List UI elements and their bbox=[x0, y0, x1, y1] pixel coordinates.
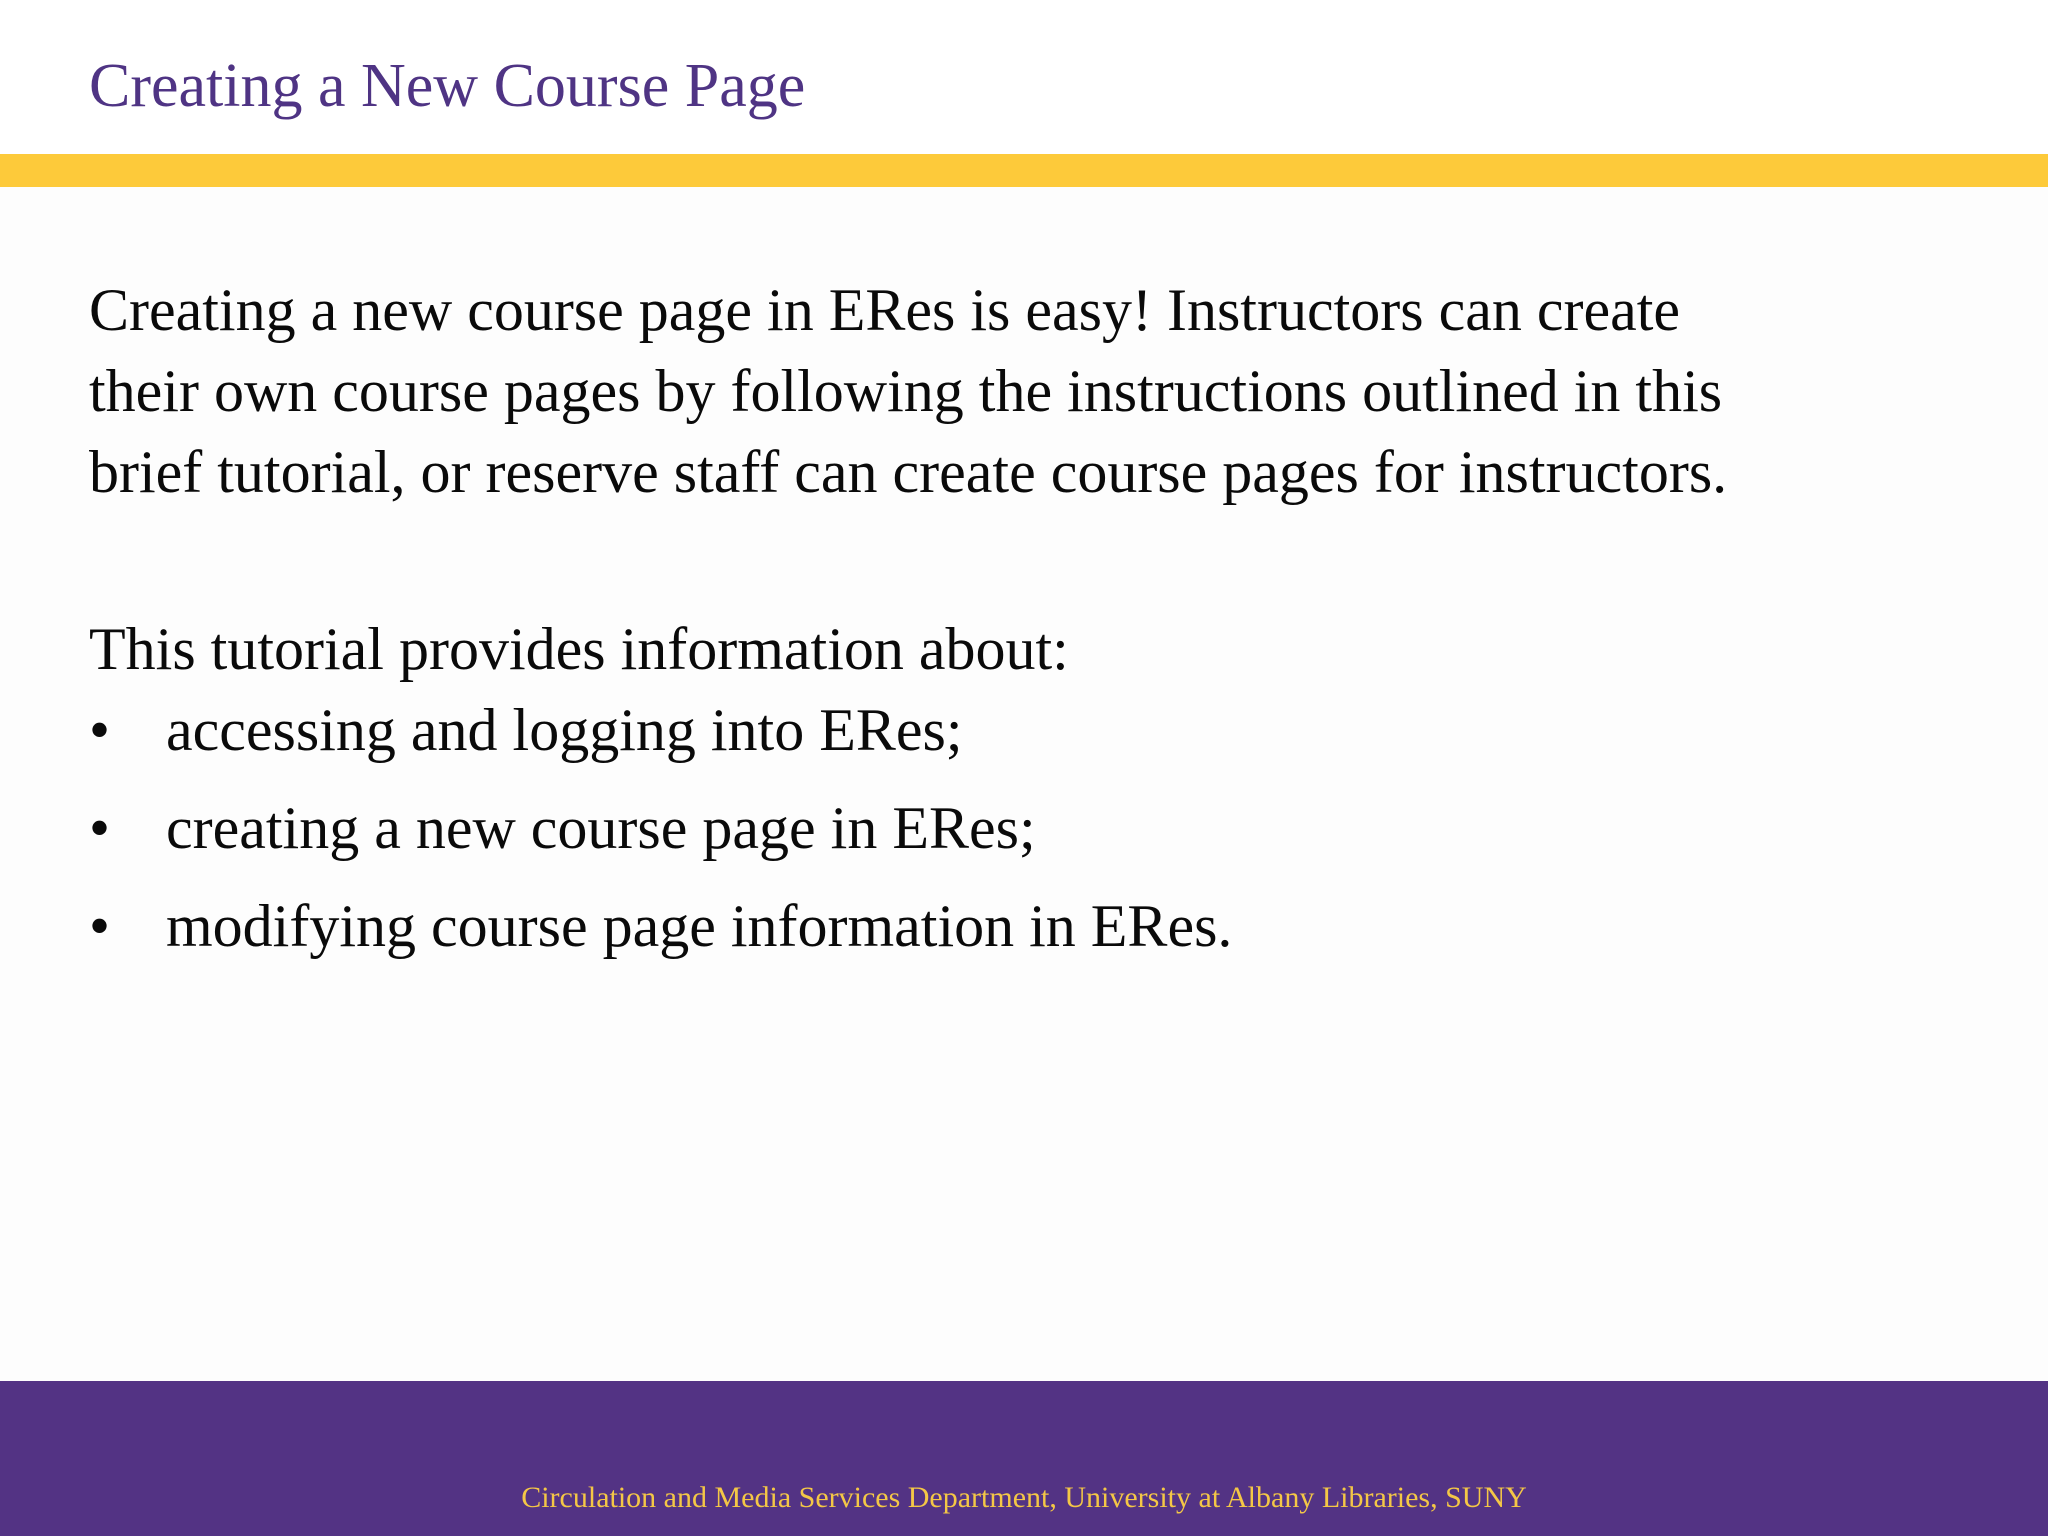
intro-line: Creating a new course page in ERes is easy! Instructors can create bbox=[89, 277, 1681, 343]
bullet-icon: • bbox=[89, 697, 111, 763]
slide-title: Creating a New Course Page bbox=[89, 52, 806, 120]
bullet-list-lead: This tutorial provides information about: bbox=[89, 616, 1069, 682]
intro-line: brief tutorial, or reserve staff can create course pages for instructors. bbox=[89, 439, 1728, 505]
list-item-text: creating a new course page in ERes; bbox=[166, 795, 1036, 861]
slide-body bbox=[89, 270, 1969, 967]
list-item bbox=[89, 690, 1969, 771]
gold-divider bbox=[0, 154, 2048, 187]
title-area bbox=[0, 0, 2048, 154]
bullet-icon: • bbox=[89, 893, 111, 959]
topic-list bbox=[89, 690, 1969, 967]
list-item bbox=[89, 788, 1969, 869]
intro-paragraph bbox=[89, 270, 1969, 513]
bullet-icon: • bbox=[89, 795, 111, 861]
intro-line: their own course pages by following the instructions outlined in this bbox=[89, 358, 1723, 424]
list-item-text: accessing and logging into ERes; bbox=[166, 697, 963, 763]
footer-credit: Circulation and Media Services Department, University at Albany Libraries, SUNY bbox=[521, 1481, 1527, 1514]
list-item-text: modifying course page information in ERes. bbox=[166, 893, 1233, 959]
list-item bbox=[89, 886, 1969, 967]
